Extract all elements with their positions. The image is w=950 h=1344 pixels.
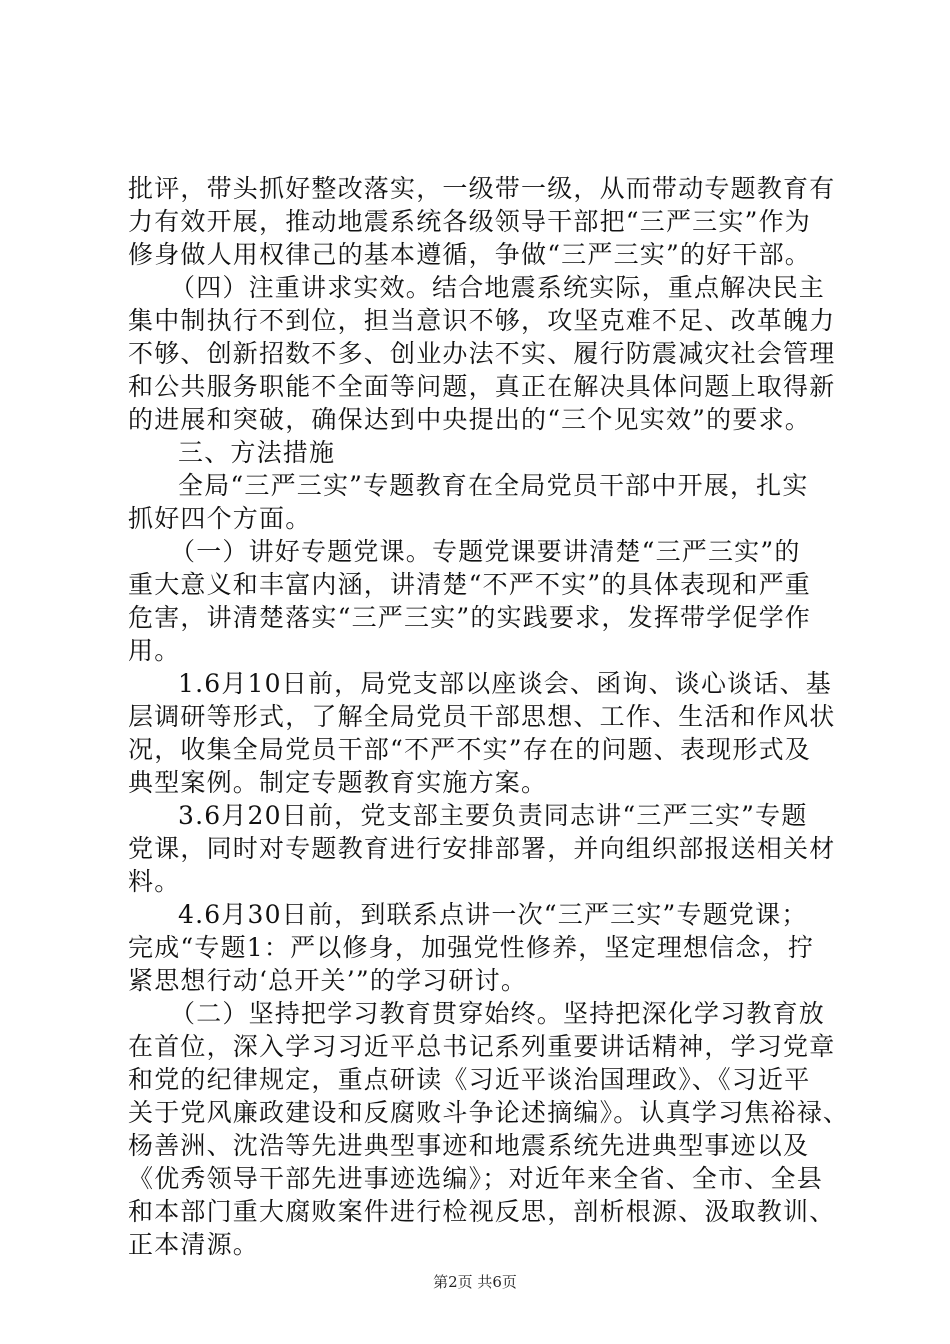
text-line: 况，收集全局党员干部“不严不实”存在的问题、表现形式及 <box>128 735 811 764</box>
text-line: 集中制执行不到位，担当意识不够，攻坚克难不足、改革魄力 <box>128 306 836 335</box>
text-line: 完成“专题1：严以修身，加强党性修养，坚定理想信念，拧 <box>128 933 815 962</box>
text-line: （一）讲好专题党课。专题党课要讲清楚“三严三实”的 <box>170 537 801 566</box>
text-line: （二）坚持把学习教育贯穿始终。坚持把深化学习教育放 <box>170 999 826 1028</box>
text-line: 危害，讲清楚落实“三严三实”的实践要求，发挥带学促学作 <box>128 603 811 632</box>
text-line: 和公共服务职能不全面等问题，真正在解决具体问题上取得新 <box>128 372 836 401</box>
text-line: 杨善洲、沈浩等先进典型事迹和地震系统先进典型事迹以及 <box>128 1131 810 1160</box>
text-line: 典型案例。制定专题教育实施方案。 <box>128 768 548 797</box>
page-number-footer: 第2页 共6页 <box>433 1273 517 1291</box>
text-line: 紧思想行动‘总开关’”的学习研讨。 <box>128 966 528 995</box>
text-line: 层调研等形式，了解全局党员干部思想、工作、生活和作风状 <box>128 702 836 731</box>
text-line: 全局“三严三实”专题教育在全局党员干部中开展，扎实 <box>178 471 809 500</box>
text-line: 力有效开展，推动地震系统各级领导干部把“三严三实”作为 <box>128 207 811 236</box>
text-line: 的进展和突破，确保达到中央提出的“三个见实效”的要求。 <box>128 405 811 434</box>
text-line: 重大意义和丰富内涵，讲清楚“不严不实”的具体表现和严重 <box>128 570 811 599</box>
text-line: 用。 <box>128 636 181 665</box>
text-line: 和本部门重大腐败案件进行检视反思，剖析根源、汲取教训、 <box>128 1197 836 1226</box>
text-line: 批评，带头抓好整改落实，一级带一级，从而带动专题教育有 <box>128 174 836 203</box>
text-line: 3.6月20日前，党支部主要负责同志讲“三严三实”专题 <box>178 801 808 830</box>
text-line: 料。 <box>128 867 181 896</box>
text-line: （四）注重讲求实效。结合地震系统实际，重点解决民主 <box>170 273 826 302</box>
text-line: 党课，同时对专题教育进行安排部署，并向组织部报送相关材 <box>128 834 836 863</box>
text-line: 不够、创新招数不多、创业办法不实、履行防震减灾社会管理 <box>128 339 836 368</box>
text-line: 4.6月30日前，到联系点讲一次“三严三实”专题党课； <box>178 900 808 929</box>
text-line: 《优秀领导干部先进事迹选编》；对近年来全省、全市、全县 <box>128 1164 823 1193</box>
text-line: 抓好四个方面。 <box>128 504 312 533</box>
section-heading: 三、方法措施 <box>178 438 336 467</box>
text-line: 和党的纪律规定，重点研读《习近平谈治国理政》、《习近平 <box>128 1065 811 1094</box>
text-line: 修身做人用权律己的基本遵循，争做“三严三实”的好干部。 <box>128 240 811 269</box>
text-line: 正本清源。 <box>128 1230 260 1259</box>
text-line: 关于党风廉政建设和反腐败斗争论述摘编》。认真学习焦裕禄、 <box>128 1098 850 1127</box>
text-line: 在首位，深入学习习近平总书记系列重要讲话精神，学习党章 <box>128 1032 836 1061</box>
text-line: 1.6月10日前，局党支部以座谈会、函询、谈心谈话、基 <box>178 669 832 698</box>
